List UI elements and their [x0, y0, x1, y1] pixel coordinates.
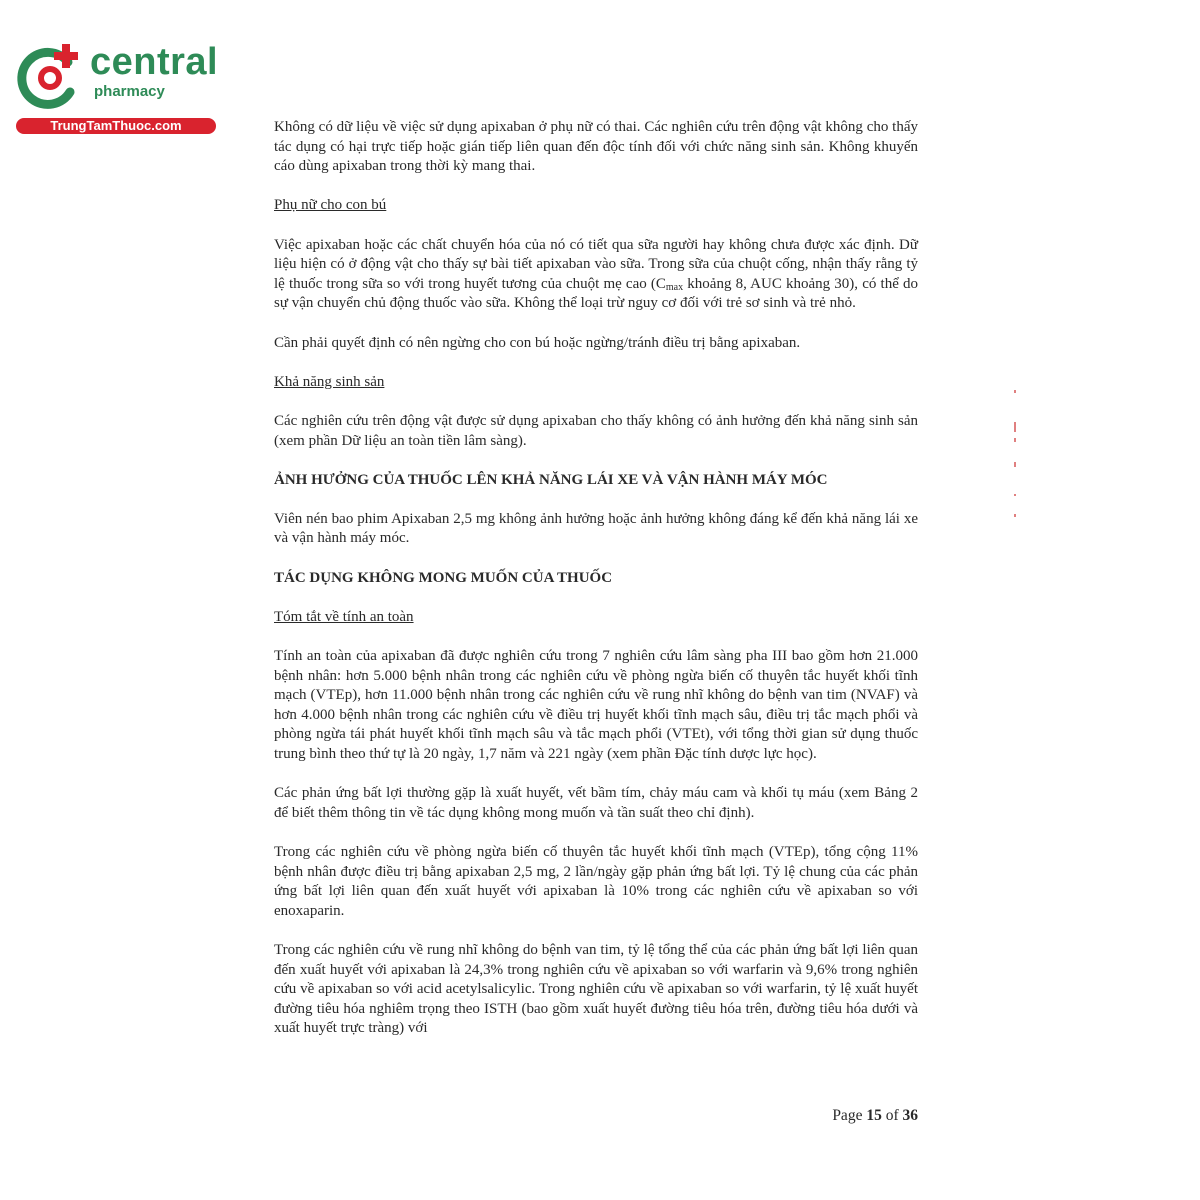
cmax-subscript: max: [665, 281, 684, 293]
brand-subtitle: pharmacy: [94, 83, 165, 100]
page-total: 36: [902, 1107, 918, 1124]
paragraph-breastfeeding: [274, 236, 918, 314]
page-word: Page: [832, 1107, 863, 1124]
site-badge: TrungTamThuoc.com: [16, 118, 216, 134]
paragraph-fertility: Các nghiên cứu trên động vật được sử dụng apixaban cho thấy không có ảnh hưởng đến khả năng sinh sản (xem phần Dữ liệu an toàn tiền lâm sàng).: [274, 412, 918, 449]
paragraph-pregnancy: Không có dữ liệu về việc sử dụng apixaban ở phụ nữ có thai. Các nghiên cứu trên động vật không cho thấy tác dụng có hại trực tiếp hoặc gián tiếp liên quan đến độc tính đối với chức năng sinh sản. Không khuyến cáo dùng apixaban trong thời kỳ mang thai.: [274, 119, 918, 175]
brand-name: central: [90, 41, 219, 83]
scan-mark: [1014, 438, 1016, 442]
paragraph-breastfeeding-part1: Việc apixaban hoặc các chất chuyển hóa của nó có tiết qua sữa người hay không chưa được xác định. Dữ liệu hiện có ở động vật cho thấy sự bài tiết apixaban vào sữa. Trong sữa của chuột cống, nhận thấy rằng tỷ lệ thuốc trong sữa so với trong huyết tương của chuột mẹ cao (C: [274, 236, 918, 292]
paragraph-driving: Viên nén bao phim Apixaban 2,5 mg không ảnh hưởng hoặc ảnh hưởng không đáng kể đến khả năng lái xe và vận hành máy móc.: [274, 510, 918, 547]
paragraph-vtep: Trong các nghiên cứu về phòng ngừa biến cố thuyên tắc huyết khối tĩnh mạch (VTEp), tổng cộng 11% bệnh nhân được điều trị bằng apixaban 2,5 mg, 2 lần/ngày gặp phản ứng bất lợi. Tỷ lệ chung của các phản ứng bất lợi liên quan đến xuất huyết với apixaban là 10% trong các nghiên cứu về apixaban so với enoxaparin.: [274, 843, 918, 919]
scan-mark: [1014, 422, 1016, 432]
page-footer: [832, 1107, 918, 1125]
central-pharmacy-logo: [8, 36, 218, 136]
heading-adverse-effects: TÁC DỤNG KHÔNG MONG MUỐN CỦA THUỐC: [274, 569, 613, 586]
paragraph-breastfeeding-part2: khoảng 8, AUC khoảng 30), có thể do sự vận chuyển chủ động thuốc vào sữa. Không thể loại trừ nguy cơ đối với trẻ sơ sinh và trẻ nhỏ.: [274, 275, 919, 312]
paragraph-decision: Cần phải quyết định có nên ngừng cho con bú hoặc ngừng/tránh điều trị bằng apixaban.: [274, 334, 801, 351]
paragraph-common-reactions: Các phản ứng bất lợi thường gặp là xuất huyết, vết bầm tím, chảy máu cam và khối tụ máu (xem Bảng 2 để biết thêm thông tin về tác dụng không mong muốn và tần suất theo chỉ định).: [274, 785, 918, 821]
of-word: of: [885, 1107, 899, 1124]
document-page: [274, 118, 918, 1059]
scan-mark: [1014, 514, 1016, 517]
pharmacy-c-cross-icon: [12, 40, 88, 116]
heading-driving: ẢNH HƯỞNG CỦA THUỐC LÊN KHẢ NĂNG LÁI XE VÀ VẬN HÀNH MÁY MÓC: [274, 471, 828, 488]
subheading-fertility: Khả năng sinh sản: [274, 373, 385, 390]
paragraph-nvaf: Trong các nghiên cứu về rung nhĩ không do bệnh van tim, tỷ lệ tổng thể của các phản ứng bất lợi liên quan đến xuất huyết với apixaban là 24,3% trong nghiên cứu về apixaban so với warfarin và 9,6% trong nghiên cứu về apixaban so với acid acetylsalicylic. Trong nghiên cứu về apixaban so với warfarin, tỷ lệ xuất huyết đường tiêu hóa nghiêm trọng theo ISTH (bao gồm xuất huyết đường tiêu hóa trên, đường tiêu hóa dưới và xuất huyết trực tràng) với: [274, 941, 918, 1037]
subheading-safety-summary: Tóm tắt về tính an toàn: [274, 608, 414, 625]
page-number: 15: [866, 1107, 882, 1124]
scan-mark: [1014, 494, 1016, 496]
paragraph-safety-studies: Tính an toàn của apixaban đã được nghiên cứu trong 7 nghiên cứu lâm sàng pha III bao gồm hơn 21.000 bệnh nhân: hơn 5.000 bệnh nhân trong các nghiên cứu về phòng ngừa biến cố thuyên tắc huyết khối tĩnh mạch (VTEp), hơn 11.000 bệnh nhân trong các nghiên cứu về rung nhĩ không do bệnh van tim (NVAF) và hơn 4.000 bệnh nhân trong các nghiên cứu về điều trị huyết khối tĩnh mạch sâu, điều trị tắc mạch phổi và phòng ngừa tái phát huyết khối tĩnh mạch sâu và tắc mạch phổi (VTEt), với tổng thời gian sử dụng thuốc trung bình theo thứ tự là 20 ngày, 1,7 năm và 221 ngày (xem phần Đặc tính dược lực học).: [274, 648, 918, 762]
scan-margin-marks: [1010, 390, 1022, 520]
scan-mark: [1014, 390, 1016, 393]
scan-mark: [1014, 462, 1016, 467]
subheading-breastfeeding: Phụ nữ cho con bú: [274, 197, 387, 214]
